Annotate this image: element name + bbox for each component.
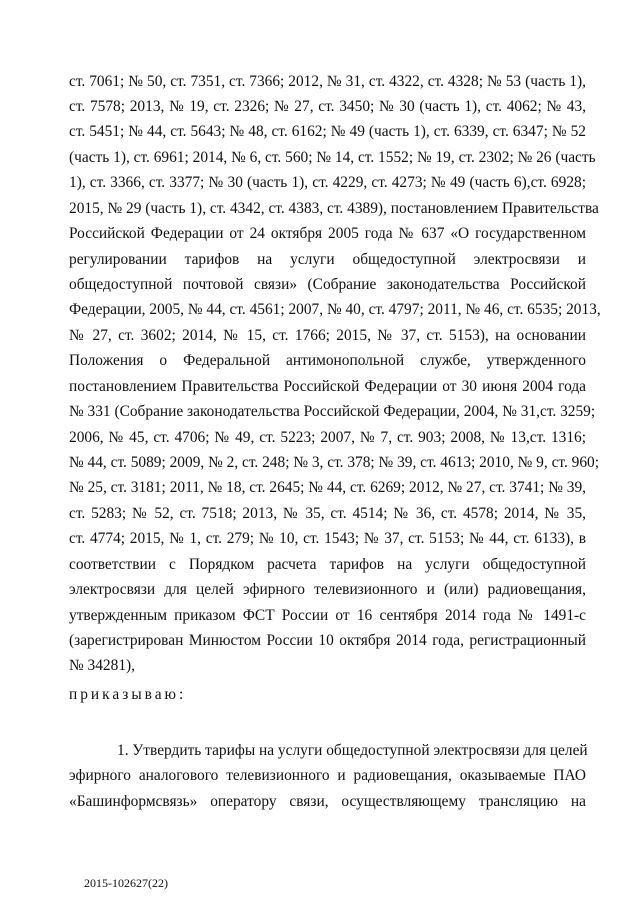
body-line: общедоступной почтовой связи» (Собрание законодательства Российской <box>69 276 586 293</box>
body-line: соответствии с Порядком расчета тарифов на услуги общедоступной <box>69 556 586 573</box>
item-line: «Башинформсвязь» оператору связи, осуществляющему трансляцию на <box>69 793 586 810</box>
body-line: ст. 5451; № 44, ст. 5643; № 48, ст. 6162; № 49 (часть 1), ст. 6339, ст. 6347; № 52 <box>69 123 586 140</box>
item-line: 1. Утвердить тарифы на услуги общедоступной электросвязи для целей <box>117 742 588 759</box>
body-line: постановлением Правительства Российской Федерации от 30 июня 2004 года <box>69 378 586 395</box>
body-line: № 25, ст. 3181; 2011, № 18, ст. 2645; № 44, ст. 6269; 2012, № 27, ст. 3741; № 39, <box>69 479 586 496</box>
body-line: регулировании тарифов на услуги общедоступной электросвязи и <box>69 251 586 268</box>
body-line: Российской Федерации от 24 октября 2005 года № 637 «О государственном <box>69 225 586 242</box>
body-line: ст. 7578; 2013, № 19, ст. 2326; № 27, ст. 3450; № 30 (часть 1), ст. 4062; № 43, <box>69 98 586 115</box>
body-line: Положения о Федеральной антимонопольной службе, утвержденного <box>69 352 586 369</box>
item-line: эфирного аналогового телевизионного и радиовещания, оказываемые ПАО <box>69 767 586 784</box>
order-word: приказываю: <box>69 686 187 703</box>
body-line: 2006, № 45, ст. 4706; № 49, ст. 5223; 2007, № 7, ст. 903; 2008, № 13,ст. 1316; <box>69 429 586 446</box>
body-line: № 34281), <box>69 657 135 674</box>
body-line: ст. 4774; 2015, № 1, ст. 279; № 10, ст. 1543; № 37, ст. 5153; № 44, ст. 6133), в <box>69 530 586 547</box>
body-line: 1), ст. 3366, ст. 3377; № 30 (часть 1), ст. 4229, ст. 4273; № 49 (часть 6),ст. 6928; <box>69 174 586 191</box>
body-line: (часть 1), ст. 6961; 2014, № 6, ст. 560; № 14, ст. 1552; № 19, ст. 2302; № 26 (часть <box>69 149 596 166</box>
body-line: Федерации, 2005, № 44, ст. 4561; 2007, № 40, ст. 4797; 2011, № 46, ст. 6535; 2013, <box>69 301 601 318</box>
document-id: 2015-102627(22) <box>84 876 168 890</box>
body-line: электросвязи для целей эфирного телевизионного и (или) радиовещания, <box>69 581 586 598</box>
body-line: № 27, ст. 3602; 2014, № 15, ст. 1766; 2015, № 37, ст. 5153), на основании <box>69 327 586 344</box>
body-line: № 331 (Собрание законодательства Российской Федерации, 2004, № 31,ст. 3259; <box>69 403 596 420</box>
body-line: (зарегистрирован Минюстом России 10 октября 2014 года, регистрационный <box>69 632 586 649</box>
body-line: 2015, № 29 (часть 1), ст. 4342, ст. 4383, ст. 4389), постановлением Правительства <box>69 200 599 217</box>
body-line: ст. 7061; № 50, ст. 7351, ст. 7366; 2012, № 31, ст. 4322, ст. 4328; № 53 (часть 1), <box>69 73 586 90</box>
body-line: № 44, ст. 5089; 2009, № 2, ст. 248; № 3, ст. 378; № 39, ст. 4613; 2010, № 9, ст. 960; <box>69 454 600 471</box>
body-line: ст. 5283; № 52, ст. 7518; 2013, № 35, ст. 4514; № 36, ст. 4578; 2014, № 35, <box>69 505 586 522</box>
body-line: утвержденным приказом ФСТ России от 16 сентября 2014 года № 1491-с <box>69 607 586 624</box>
